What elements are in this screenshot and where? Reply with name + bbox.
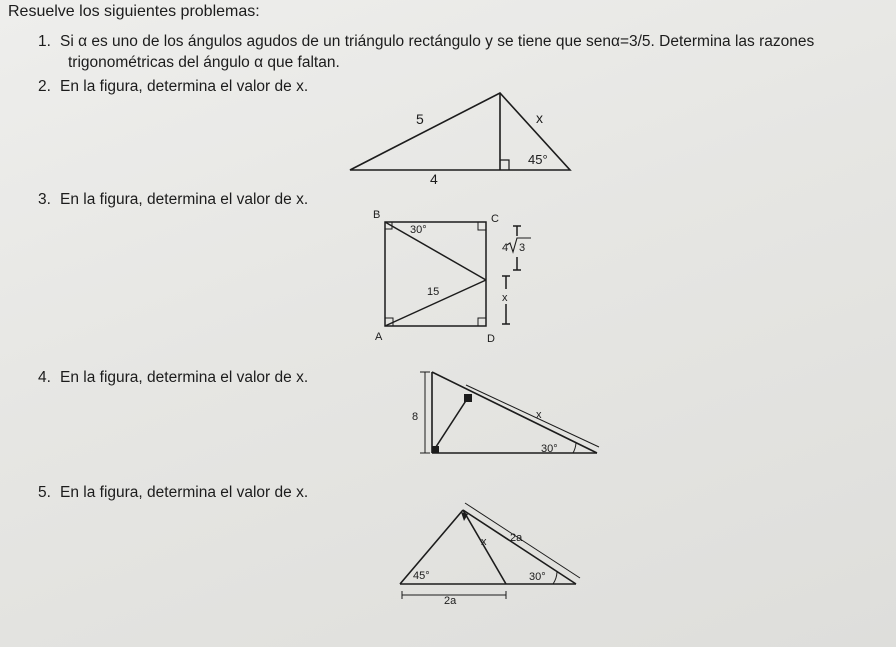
fig3-label-c: C (491, 213, 499, 225)
fig5-left-side (400, 510, 463, 584)
problem-text: Si α es uno de los ángulos agudos de un triángulo rectángulo y se tiene que senα=3/5. Determina las razones (60, 33, 815, 50)
problem-number: 1. (38, 33, 51, 50)
fig5-label-45: 45° (413, 570, 430, 582)
fig4-angle-arc (573, 443, 576, 453)
fig3-label-b: B (373, 209, 381, 221)
fig4-dim-x (466, 385, 599, 447)
fig3-label-coef: 4 (502, 242, 509, 254)
figure-4 (420, 372, 599, 453)
fig3-corner-d (478, 318, 486, 326)
problem-number: 2. (38, 78, 51, 95)
fig2-label-angle: 45° (528, 152, 548, 167)
fig4-label-8: 8 (412, 411, 419, 423)
problem-number: 4. (38, 369, 51, 386)
fig3-label-a: A (375, 331, 383, 343)
fig5-label-30: 30° (529, 571, 546, 583)
fig5-label-base: 2a (444, 595, 457, 607)
fig3-segment-b (385, 222, 486, 280)
fig2-label-5: 5 (416, 111, 424, 127)
fig5-label-2a: 2a (510, 532, 523, 544)
fig4-right-angle-mark (464, 394, 472, 402)
fig3-label-x: x (502, 292, 508, 304)
fig2-label-x: x (536, 110, 543, 126)
fig3-label-d: D (487, 333, 495, 345)
worksheet-title: Resuelve los siguientes problemas: (8, 3, 260, 20)
problem-1-continuation: trigonométricas del ángulo α que faltan. (68, 54, 340, 71)
figure-3 (385, 222, 531, 326)
fig3-label-15: 15 (427, 286, 440, 298)
problem-number: 5. (38, 484, 51, 501)
fig4-base-right-angle-mark (432, 446, 439, 453)
problem-text: En la figura, determina el valor de x. (60, 78, 309, 95)
fig2-right-angle-mark (500, 160, 509, 170)
fig4-label-x: x (536, 409, 542, 421)
fig5-angle-arc (553, 572, 557, 584)
fig3-label-root: 3 (519, 242, 526, 254)
problem-text: En la figura, determina el valor de x. (60, 484, 309, 501)
fig2-label-base: 4 (430, 171, 438, 187)
fig3-rectangle (385, 222, 486, 326)
problem-number: 3. (38, 191, 51, 208)
fig4-label-angle: 30° (541, 443, 558, 455)
fig4-altitude (432, 396, 469, 453)
problem-text: En la figura, determina el valor de x. (60, 191, 309, 208)
fig4-hypotenuse (432, 372, 597, 453)
fig3-corner-c (478, 222, 486, 230)
problem-text: En la figura, determina el valor de x. (60, 369, 309, 386)
fig5-label-x: x (481, 536, 487, 548)
fig5-right-side (463, 510, 576, 584)
figure-5 (400, 503, 580, 599)
fig3-label-angle: 30° (410, 224, 427, 236)
